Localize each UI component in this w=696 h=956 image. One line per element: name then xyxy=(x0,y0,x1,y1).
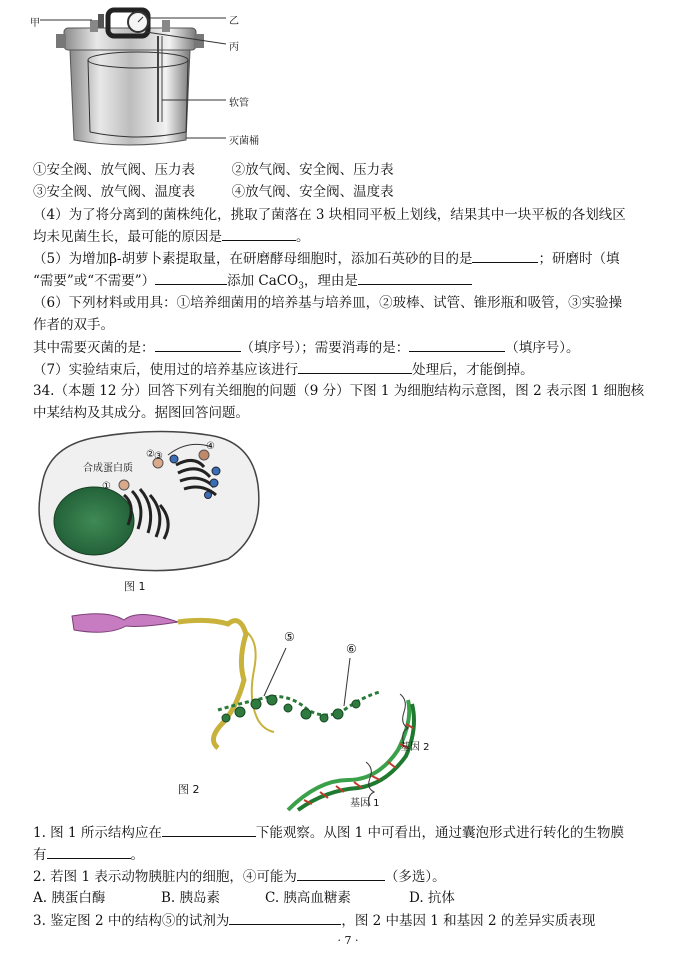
sub1-microscope-blank[interactable] xyxy=(162,822,256,837)
choice-d[interactable]: D. 抗体 xyxy=(409,890,455,906)
option-2: ②放气阀、安全阀、压力表 xyxy=(231,162,394,178)
figure-1 xyxy=(28,425,264,575)
sub2-choices xyxy=(33,888,455,908)
figure-2-caption: 图 2 xyxy=(178,783,200,796)
gene-2-label: 基因 2 xyxy=(400,742,430,753)
q4-answer-blank[interactable] xyxy=(222,226,296,241)
chromosome-drawing xyxy=(68,600,448,812)
choice-a[interactable]: A. 胰蛋白酶 xyxy=(33,890,106,906)
choice-c[interactable]: C. 胰高血糖素 xyxy=(265,890,351,906)
q5-line-1: （5）为增加β-胡萝卜素提取量，在研磨酵母细胞时，添加石英砂的目的是 ；研磨时（填 xyxy=(33,248,619,269)
q6-line-3: 其中需要灭菌的是： （填序号）；需要消毒的是： （填序号）。 xyxy=(33,337,580,358)
q7-process-blank[interactable] xyxy=(298,359,412,374)
option-row-2 xyxy=(33,182,394,202)
q5-purpose-blank[interactable] xyxy=(472,248,538,263)
q34-line-2: 中某结构及其成分。据图回答问题。 xyxy=(33,405,249,421)
label-bing: 丙 xyxy=(229,42,239,53)
protein-label: 合成蛋白质 xyxy=(83,463,133,474)
cell-drawing xyxy=(28,425,264,575)
sub3-reagent-blank[interactable] xyxy=(229,910,341,925)
label-jia: 甲 xyxy=(30,18,40,29)
marker-1: ① xyxy=(102,481,111,492)
label-hose: 软管 xyxy=(229,98,249,109)
marker-5: ⑤ xyxy=(284,630,295,644)
sub2-line-1: 2. 若图 1 表示动物胰脏内的细胞，④可能为 （多选）。 xyxy=(33,866,446,887)
sub2-answer-blank[interactable] xyxy=(297,866,385,881)
gene-1-label: 基因 1 xyxy=(350,798,380,809)
label-yi: 乙 xyxy=(229,16,239,27)
option-3: ③安全阀、放气阀、温度表 xyxy=(33,184,195,200)
marker-3: ③ xyxy=(154,451,163,462)
autoclave-figure xyxy=(30,0,280,158)
option-row-1 xyxy=(33,160,394,180)
q6-sterilize-blank[interactable] xyxy=(155,337,241,352)
q7-line-1: （7）实验结束后，使用过的培养基应该进行 处理后，才能倒掉。 xyxy=(33,359,534,380)
q6-line-2: 作者的双手。 xyxy=(33,317,114,333)
figure-1-caption: 图 1 xyxy=(124,580,146,593)
sub1-line-2: 有 。 xyxy=(33,844,144,865)
marker-6: ⑥ xyxy=(346,642,357,656)
option-1: ①安全阀、放气阀、压力表 xyxy=(33,162,195,178)
marker-4: ④ xyxy=(206,441,215,452)
q5-need-blank[interactable] xyxy=(155,270,227,285)
q6-line-1: （6）下列材料或用具：①培养细菌用的培养基与培养皿，②玻棒、试管、锥形瓶和吸管，③实验操 xyxy=(33,295,623,311)
sub1-membrane-blank[interactable] xyxy=(47,844,131,859)
q6-disinfect-blank[interactable] xyxy=(409,337,505,352)
q4-line-1: （4）为了将分离到的菌株纯化，挑取了菌落在 3 块相同平板上划线，结果其中一块平板的各划线区 xyxy=(33,207,626,223)
q34-line-1: 34.（本题 12 分）回答下列有关细胞的问题（9 分）下图 1 为细胞结构示意图，图 2 表示图 1 细胞核 xyxy=(33,383,645,399)
page-number: · 7 · xyxy=(337,934,359,947)
choice-b[interactable]: B. 胰岛素 xyxy=(161,890,221,906)
option-4: ④放气阀、安全阀、温度表 xyxy=(231,184,394,200)
label-bucket: 灭菌桶 xyxy=(229,136,259,147)
q5-line-2: “需要”或“不需要”） 添加 CaCO$_3$，理由是 xyxy=(33,270,472,297)
sub1-line-1: 1. 图 1 所示结构应在 下能观察。从图 1 中可看出，通过囊泡形式进行转化的生物膜 xyxy=(33,822,624,843)
q5-reason-blank[interactable] xyxy=(358,270,472,285)
q4-line-2: 均未见菌生长，最可能的原因是 。 xyxy=(33,226,310,247)
sub3-line-1: 3. 鉴定图 2 中的结构⑤的试剂为 ，图 2 中基因 1 和基因 2 的差异实质表现 xyxy=(33,910,595,931)
marker-2: ② xyxy=(146,449,155,460)
figure-2 xyxy=(68,600,448,812)
